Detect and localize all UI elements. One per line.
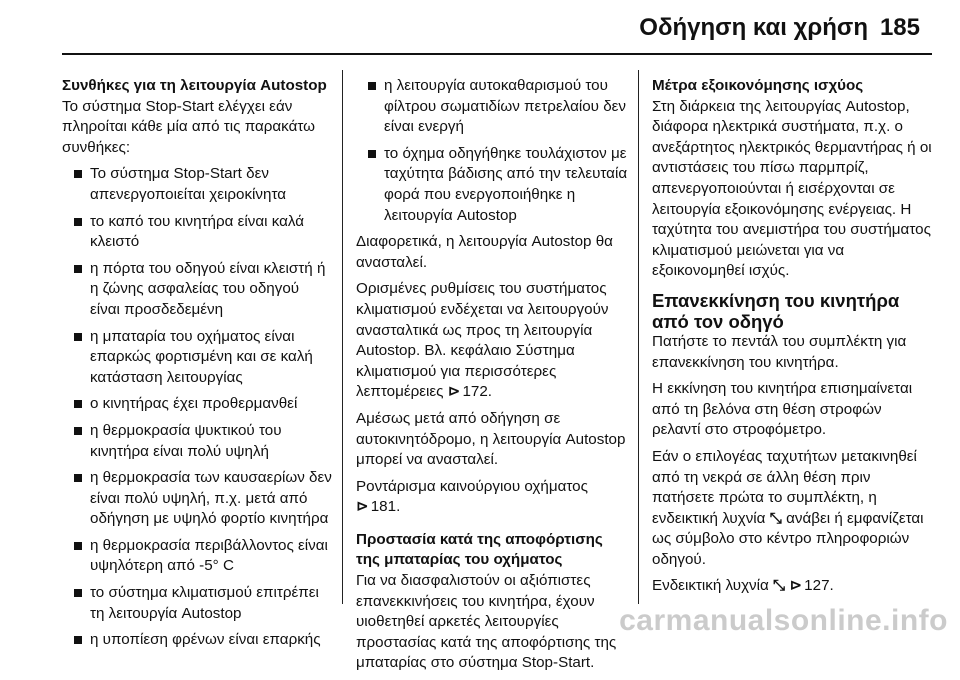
paragraph — [652, 576, 932, 597]
list-item: το σύστημα κλιματισμού επιτρέπει τη λειτουργία Autostop — [74, 583, 332, 624]
column-1 — [62, 76, 332, 657]
list-item: το όχημα οδηγήθηκε τουλάχιστον με ταχύτητα βάδισης από την τελευταία φορά που ενεργοποιήθηκε η λειτουργία Autostop — [368, 144, 628, 226]
page-number: 185 — [879, 14, 920, 41]
paragraph-text: Ορισμένες ρυθμίσεις του συστήματος κλιματισμού ενδέχεται να λειτουργούν ανασταλτικά ως προς τη λειτουργία Autostop. Βλ. κεφάλαιο Σύστημα κλιματισμού για περισσότερες λεπτομέρειες — [356, 280, 609, 401]
section-heading: Προστασία κατά της αποφόρτισης της μπαταρίας του οχήματος — [356, 530, 603, 569]
list-item: η μπαταρία του οχήματος είναι επαρκώς φορτισμένη και σε καλή κατάσταση λειτουργίας — [74, 327, 332, 389]
section-heading-large: Επανεκκίνηση του κινητήρα από τον οδηγό — [652, 289, 900, 332]
page-title: Οδήγηση και χρήση — [639, 14, 868, 41]
conditions-list-continued — [356, 76, 628, 226]
paragraph: Η εκκίνηση του κινητήρα επισημαίνεται από τη βελόνα στη θέση στροφών ρελαντί στο στροφόμετρο. — [652, 380, 913, 439]
reference-arrow-icon: ⊳ — [356, 498, 369, 516]
list-item: Το σύστημα Stop-Start δεν απενεργοποιείται χειροκίνητα — [74, 164, 332, 205]
list-item: η θερμοκρασία περιβάλλοντος είναι υψηλότερη από -5° C — [74, 536, 332, 577]
watermark: carmanualsonline.info — [619, 604, 948, 637]
list-item: η υποπίεση φρένων είναι επαρκής — [74, 630, 332, 651]
reference-arrow-icon: ⊳ — [447, 383, 461, 401]
paragraph-text: ανάβει ή εμφανίζεται ως σύμβολο στο κέντρο πληροφοριών οδηγού. — [652, 509, 924, 568]
page-header — [0, 0, 960, 62]
paragraph — [652, 447, 932, 571]
paragraph: Αμέσως μετά από οδήγηση σε αυτοκινητόδρομο, η λειτουργία Autostop μπορεί να ανασταλεί. — [356, 409, 626, 469]
conditions-list — [62, 164, 332, 650]
shift-indicator-lamp-icon: ⤡ — [769, 509, 782, 527]
column-3 — [652, 76, 932, 603]
paragraph-text: Ροντάρισμα καινούργιου οχήματος — [356, 477, 588, 495]
page-reference-link[interactable]: 181. — [370, 498, 401, 516]
shift-indicator-lamp-icon: ⤡ — [773, 577, 786, 595]
list-item: η θερμοκρασία ψυκτικού του κινητήρα είναι πολύ υψηλή — [74, 421, 332, 462]
list-item: η λειτουργία αυτοκαθαρισμού του φίλτρου σωματιδίων πετρελαίου δεν είναι ενεργή — [368, 76, 628, 138]
list-item: η πόρτα του οδηγού είναι κλειστή ή η ζώνης ασφαλείας του οδηγού είναι προσδεδεμένη — [74, 259, 332, 321]
list-item: το καπό του κινητήρα είναι καλά κλειστό — [74, 212, 332, 253]
header-rule — [62, 53, 932, 55]
column-divider — [638, 70, 639, 604]
paragraph — [356, 279, 628, 403]
column-divider — [342, 70, 343, 604]
paragraph-text: Ενδεικτική λυχνία — [652, 577, 769, 595]
paragraph: Στη διάρκεια της λειτουργίας Autostop, διάφορα ηλεκτρικά συστήματα, π.χ. ο ανεξάρτητος ηλεκτρικός θερμαντήρας ή οι αντιστάσεις του πίσω παρμπρίζ, απενεργοποιούνται ή εισέρχονται σε λειτουργία εξοικονόμησης ενέργειας. Η ταχύτητα του ανεμιστήρα του συστήματος κλιματισμού μειώνεται για να εξοικονομηθεί ισχύς. — [652, 97, 932, 280]
section-heading: Συνθήκες για τη λειτουργία Autostop — [62, 77, 327, 94]
paragraph — [356, 477, 628, 518]
section-heading: Μέτρα εξοικονόμησης ισχύος — [652, 77, 864, 94]
page-reference-link[interactable]: 127. — [804, 577, 834, 595]
paragraph: Για να διασφαλιστούν οι αξιόπιστες επανεκκινήσεις του κινητήρα, έχουν υιοθετηθεί αρκετές λειτουργίες προστασίας κατά της αποφόρτισης της μπαταρίας στο σύστημα Stop-Start. — [356, 572, 617, 672]
column-2 — [356, 76, 628, 680]
paragraph: Πατήστε το πεντάλ του συμπλέκτη για επανεκκίνηση του κινητήρα. — [652, 332, 907, 371]
list-item: η θερμοκρασία των καυσαερίων δεν είναι πολύ υψηλή, π.χ. μετά από οδήγηση με υψηλό φορτίο κινητήρα — [74, 468, 332, 530]
paragraph-text: Εάν ο επιλογέας ταχυτήτων μετακινηθεί από τη νεκρά σε άλλη θέση πριν πατήσετε πρώτα το συμπλέκτη, η ενδεικτική λυχνία — [652, 447, 917, 527]
list-item: ο κινητήρας έχει προθερμανθεί — [74, 394, 332, 415]
page-reference-link[interactable]: 172. — [462, 383, 493, 401]
reference-arrow-icon: ⊳ — [789, 577, 803, 595]
paragraph: Το σύστημα Stop-Start ελέγχει εάν πληροίται κάθε μία από τις παρακάτω συνθήκες: — [62, 97, 316, 156]
paragraph: Διαφορετικά, η λειτουργία Autostop θα ανασταλεί. — [356, 233, 613, 271]
